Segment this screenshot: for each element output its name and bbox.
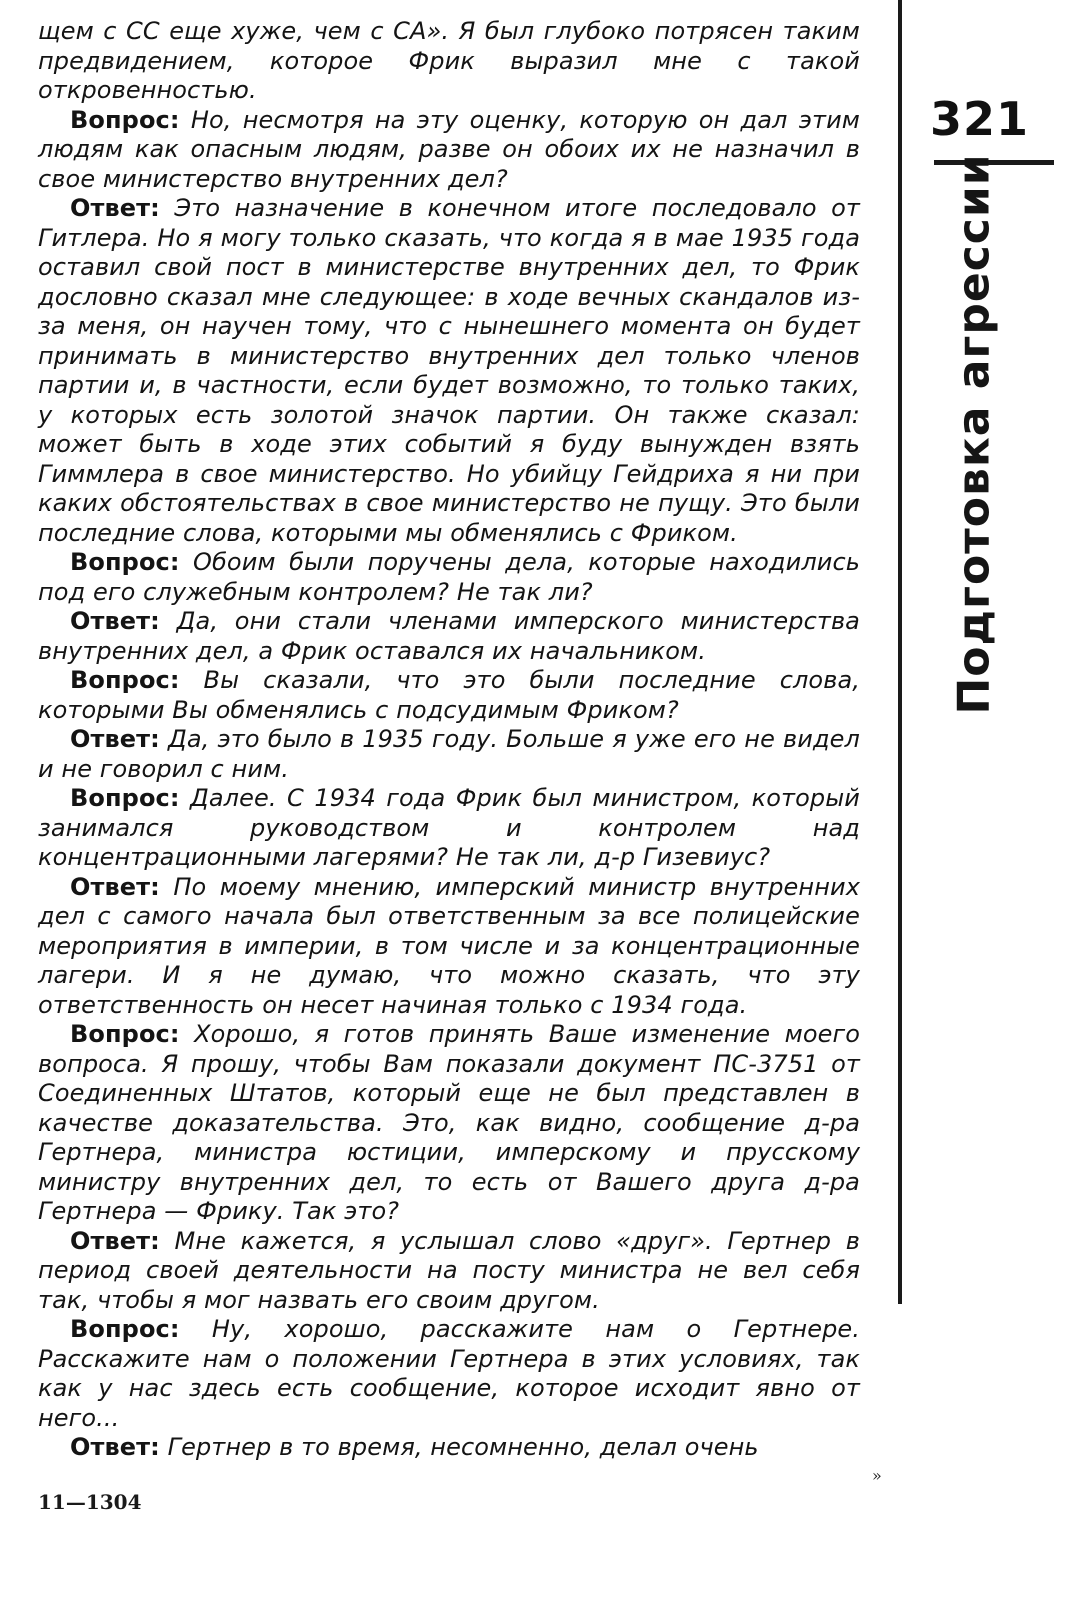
speaker-label: Вопрос:: [70, 1315, 180, 1343]
stray-mark: »: [872, 1466, 882, 1485]
continued-paragraph: [38, 17, 860, 106]
body-text: [38, 17, 860, 1463]
answer-paragraph: [38, 873, 860, 1021]
speaker-label: Ответ:: [70, 725, 160, 753]
utterance-text: щем с СС еще хуже, чем с СА». Я был глубоко потрясен таким предвидением, которое Фрик выразил мне с такой откровенностью.: [38, 17, 860, 104]
speaker-label: Ответ:: [70, 1433, 160, 1461]
speaker-label: Ответ:: [70, 607, 160, 635]
utterance-text: По моему мнению, имперский министр внутренних дел с самого начала был ответственным за все полицейские мероприятия в империи, в том числе и за концентрационные лагери. И я не думаю, что можно сказать, что эту ответственность он несет начиная только с 1934 года.: [38, 872, 861, 1019]
question-paragraph: [38, 106, 860, 195]
utterance-text: Да, это было в 1935 году. Больше я уже его не видел и не говорил с ним.: [38, 725, 860, 783]
utterance-text: Далее. С 1934 года Фрик был министром, который занимался руководством и контролем над концентрационными лагерями? Не так ли, д-р Гизевиус?: [38, 784, 860, 871]
answer-paragraph: [38, 1433, 860, 1463]
question-paragraph: [38, 666, 860, 725]
speaker-label: Ответ:: [70, 1226, 160, 1255]
answer-paragraph: [38, 607, 860, 666]
speaker-label: Вопрос:: [70, 666, 180, 694]
question-paragraph: [38, 1315, 860, 1433]
utterance-text: Хорошо, я готов принять Ваше изменение моего вопроса. Я прошу, чтобы Вам показали документ ПС-3751 от Соединенных Штатов, который еще не был представлен в качестве доказательства. Это, как видно, сообщение д-ра Гертнера, министра юстиции, имперскому и прусскому министру внутренних дел, то есть от Вашего друга д-ра Гертнера — Фрику. Так это?: [38, 1020, 861, 1225]
printer-signature-mark: 11—1304: [38, 1490, 142, 1514]
question-paragraph: [38, 548, 860, 607]
speaker-label: Вопрос:: [70, 105, 180, 134]
utterance-text: Вы сказали, что это были последние слова, которыми Вы обменялись с подсудимым Фриком?: [38, 666, 860, 724]
utterance-text: Обоим были поручены дела, которые находились под его служебным контролем? Не так ли?: [38, 548, 860, 606]
speaker-label: Вопрос:: [70, 784, 180, 812]
utterance-text: Гертнер в то время, несомненно, делал очень: [167, 1433, 759, 1461]
speaker-label: Ответ:: [70, 872, 160, 901]
running-section-title: Подготовка агрессии: [948, 153, 1000, 715]
utterance-text: Ну, хорошо, расскажите нам о Гертнере. Расскажите нам о положении Гертнера в этих условиях, так как у нас здесь есть сообщение, которое исходит явно от него...: [38, 1315, 860, 1432]
question-paragraph: [38, 784, 860, 873]
utterance-text: Да, они стали членами имперского министерства внутренних дел, а Фрик оставался их начальником.: [38, 607, 860, 665]
speaker-label: Вопрос:: [70, 548, 180, 576]
question-paragraph: [38, 1020, 860, 1227]
speaker-label: Ответ:: [70, 194, 160, 222]
utterance-text: Это назначение в конечном итоге последовало от Гитлера. Но я могу только сказать, что когда я в мае 1935 года оставил свой пост в министерстве внутренних дел, то Фрик дословно сказал мне следующее: в ходе вечных скандалов из-за меня, он научен тому, что с нынешнего момента он будет принимать в министерство внутренних дел только членов партии и, в частности, если будет возможно, то только таких, у которых есть золотой значок партии. Он также сказал: может быть в ходе этих событий я буду вынужден взять Гиммлера в свое министерство. Но убийцу Гейдриха я ни при каких обстоятельствах в свое министерство не пущу. Это были последние слова, которыми мы обменялись с Фриком.: [38, 194, 860, 547]
utterance-text: Мне кажется, я услышал слово «друг». Гертнер в период своей деятельности на посту министра не вел себя так, чтобы я мог назвать его своим другом.: [38, 1226, 860, 1314]
vertical-rule: [898, 0, 902, 1304]
answer-paragraph: [38, 725, 860, 784]
answer-paragraph: [38, 1227, 860, 1316]
speaker-label: Вопрос:: [70, 1020, 180, 1048]
answer-paragraph: [38, 194, 860, 548]
page-number: 321: [930, 92, 1030, 146]
utterance-text: Но, несмотря на эту оценку, которую он дал этим людям как опасным людям, разве он обоих их не назначил в свое министерство внутренних дел?: [38, 105, 860, 193]
